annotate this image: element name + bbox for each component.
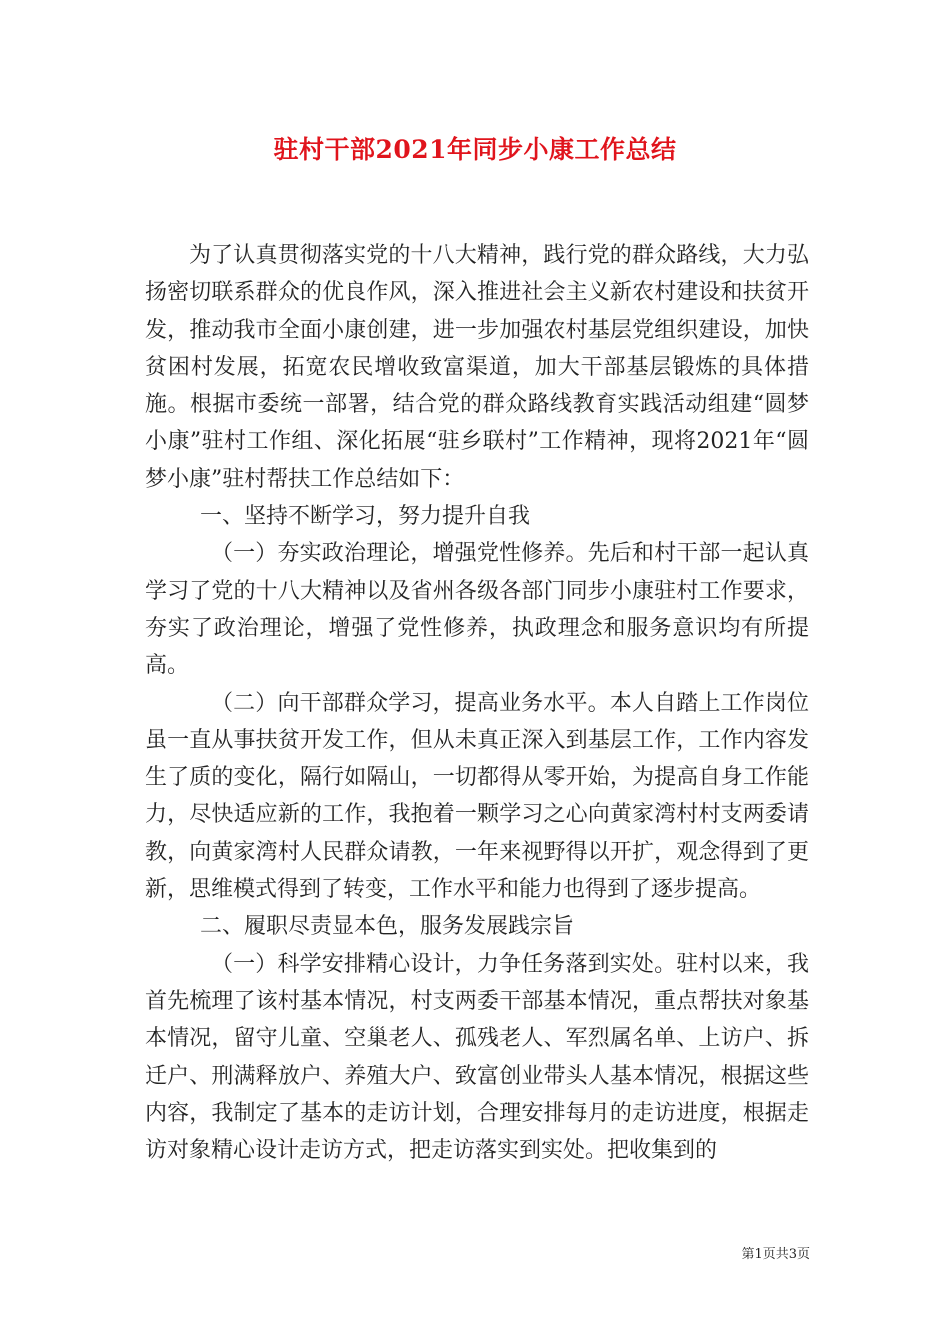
subsection-paragraph-1-2: （二）向干部群众学习，提高业务水平。本人自踏上工作岗位虽一直从事扶贫开发工作，但从未真正深入到基层工作，工作内容发生了质的变化，隔行如隔山，一切都得从零开始，为提高自身工作能力，尽快适应新的工作，我抱着一颗学习之心向黄家湾村村支两委请教，向黄家湾村人民群众请教，一年来视野得以开扩，观念得到了更新，思维模式得到了转变，工作水平和能力也得到了逐步提高。	[145, 690, 809, 903]
page-number-footer: 第1页共3页	[741, 1247, 810, 1262]
subsection-paragraph-2-1: （一）科学安排精心设计，力争任务落到实处。驻村以来，我首先梳理了该村基本情况，村支两委干部基本情况，重点帮扶对象基本情况，留守儿童、空巢老人、孤残老人、军烈属名单、上访户、拆迁户、刑满释放户、养殖大户、致富创业带头人基本情况，根据这些内容，我制定了基本的走访计划，合理安排每月的走访进度，根据走访对象精心设计走访方式，把走访落实到实处。把收集到的	[145, 951, 809, 1164]
section-heading-2: 二、履职尽责显本色，服务发展践宗旨	[200, 914, 575, 940]
subsection-paragraph-1-1: （一）夯实政治理论，增强党性修养。先后和村干部一起认真学习了党的十八大精神以及省州各级各部门同步小康驻村工作要求，夯实了政治理论，增强了党性修养，执政理念和服务意识均有所提高。	[145, 541, 809, 679]
document-title: 驻村干部2021年同步小康工作总结	[273, 135, 677, 164]
section-heading-1: 一、坚持不断学习，努力提升自我	[200, 504, 531, 530]
intro-paragraph: 为了认真贯彻落实党的十八大精神，践行党的群众路线，大力弘扬密切联系群众的优良作风，深入推进社会主义新农村建设和扶贫开发，推动我市全面小康创建，进一步加强农村基层党组织建设，加快贫困村发展，拓宽农民增收致富渠道，加大干部基层锻炼的具体措施。根据市委统一部署，结合党的群众路线教育实践活动组建“圆梦小康”驻村工作组、深化拓展“驻乡联村”工作精神，现将2021年“圆梦小康”驻村帮扶工作总结如下：	[145, 243, 809, 492]
document-body	[145, 237, 809, 1169]
